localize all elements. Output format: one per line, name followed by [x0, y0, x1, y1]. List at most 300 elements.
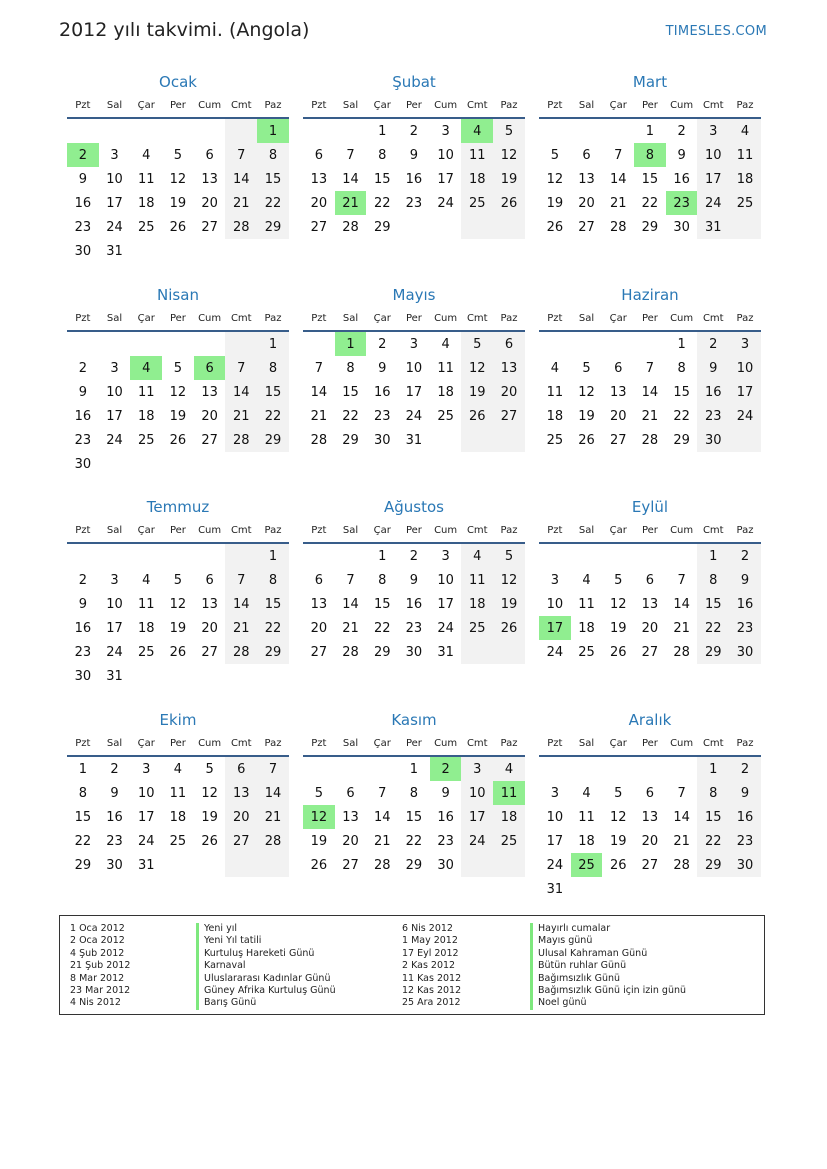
day-cell: 5 — [173, 147, 183, 163]
day-cell: 2 — [78, 572, 87, 588]
day-cell: 5 — [461, 332, 493, 356]
day-cell: 21 — [673, 833, 690, 849]
page-title: 2012 yılı takvimi. (Angola) — [59, 19, 310, 41]
day-cell: 24 — [106, 432, 123, 448]
day-cell: 12 — [169, 384, 187, 400]
empty-cell — [162, 544, 194, 568]
month-name: Ağustos — [384, 498, 444, 516]
day-cell: 3 — [110, 360, 119, 376]
day-cell: 20 — [493, 380, 525, 404]
day-cell: 14 — [342, 596, 359, 612]
day-cell: 19 — [493, 167, 525, 191]
day-cell: 13 — [201, 596, 218, 612]
empty-cell — [99, 332, 131, 356]
empty-cell — [493, 428, 525, 452]
day-cell: 28 — [225, 215, 257, 239]
day-cell: 9 — [78, 384, 87, 400]
day-cell: 12 — [169, 171, 187, 187]
day-cell: 17 — [106, 195, 123, 211]
empty-cell — [539, 332, 571, 356]
day-cell: 18 — [493, 805, 525, 829]
day-cell: 9 — [441, 785, 450, 801]
holiday-legend — [59, 915, 765, 1015]
month-block — [303, 284, 525, 452]
weekday-label: Cum — [670, 99, 694, 111]
day-cell: 22 — [697, 829, 729, 853]
day-cell: 5 — [493, 544, 525, 568]
day-cell: 27 — [201, 219, 218, 235]
day-cell: 10 — [546, 596, 564, 612]
day-cell: 29 — [257, 428, 289, 452]
day-cell: 20 — [641, 620, 659, 636]
weekday-label: Cum — [198, 524, 222, 536]
empty-cell — [366, 757, 398, 781]
empty-cell — [194, 544, 226, 568]
empty-cell — [99, 119, 131, 143]
weekday-label: Cmt — [466, 312, 488, 324]
empty-cell — [335, 757, 367, 781]
month-name: Şubat — [392, 73, 436, 91]
legend-entry: Karnaval — [196, 960, 336, 972]
day-cell: 26 — [609, 644, 627, 660]
day-cell: 5 — [614, 572, 623, 588]
weekday-label: Cmt — [466, 99, 488, 111]
day-cell: 8 — [346, 360, 355, 376]
day-cell: 19 — [493, 592, 525, 616]
day-cell: 23 — [373, 408, 391, 424]
weekday-label: Per — [641, 524, 658, 536]
empty-cell — [461, 428, 493, 452]
day-cell: 9 — [78, 596, 87, 612]
day-cell: 15 — [373, 171, 391, 187]
day-cell: 22 — [257, 191, 289, 215]
weekday-label: Cmt — [466, 524, 488, 536]
weekday-label: Sal — [106, 99, 123, 111]
weekday-label: Cum — [434, 737, 458, 749]
day-cell: 18 — [546, 408, 564, 424]
day-cell: 23 — [106, 833, 123, 849]
day-cell: 18 — [137, 620, 155, 636]
day-cell: 6 — [346, 785, 355, 801]
weekday-label: Sal — [106, 524, 123, 536]
day-cell: 4 — [582, 572, 591, 588]
legend-entry: 4 Nis 2012 — [70, 997, 121, 1009]
day-cell: 8 — [697, 781, 729, 805]
day-cell: 6 — [314, 147, 323, 163]
day-cell: 26 — [609, 857, 627, 873]
empty-cell — [666, 757, 698, 781]
weekday-header — [303, 306, 525, 332]
day-cell: 25 — [493, 829, 525, 853]
day-cell: 7 — [314, 360, 323, 376]
weekday-label: Per — [405, 99, 422, 111]
weekday-label: Pzt — [547, 737, 563, 749]
legend-entry: 6 Nis 2012 — [402, 923, 453, 934]
empty-cell — [493, 640, 525, 664]
day-cell: 10 — [106, 596, 123, 612]
day-cell: 13 — [310, 596, 328, 612]
day-cell: 4 — [173, 761, 183, 777]
weekday-label: Per — [169, 312, 186, 324]
day-cell: 17 — [437, 596, 454, 612]
day-cell: 23 — [729, 616, 761, 640]
day-cell: 16 — [405, 171, 423, 187]
day-cell: 30 — [74, 668, 92, 684]
day-cell: 23 — [405, 195, 423, 211]
day-cell: 21 — [335, 191, 367, 215]
empty-cell — [539, 544, 571, 568]
day-cell: 28 — [641, 432, 659, 448]
legend-entry: 23 Mar 2012 — [70, 984, 131, 996]
month-block — [539, 496, 761, 664]
day-cell: 27 — [342, 857, 359, 873]
day-grid — [67, 332, 289, 476]
day-cell: 25 — [137, 432, 155, 448]
legend-dates-right — [402, 923, 461, 1010]
weekday-label: Paz — [736, 99, 754, 111]
day-cell: 25 — [461, 191, 493, 215]
day-cell: 7 — [225, 568, 257, 592]
weekday-label: Pzt — [75, 99, 91, 111]
day-cell: 12 — [461, 356, 493, 380]
day-cell: 17 — [461, 805, 493, 829]
day-cell: 27 — [201, 432, 218, 448]
month-name: Mart — [632, 73, 668, 91]
month-block — [67, 71, 289, 263]
day-cell: 4 — [130, 356, 162, 380]
day-cell: 11 — [546, 384, 564, 400]
empty-cell — [130, 239, 162, 263]
weekday-label: Pzt — [75, 737, 91, 749]
empty-cell — [493, 215, 525, 239]
day-cell: 6 — [205, 572, 214, 588]
day-cell: 19 — [578, 408, 595, 424]
weekday-label: Çar — [137, 99, 155, 111]
day-cell: 15 — [641, 171, 659, 187]
day-cell: 17 — [697, 167, 729, 191]
day-cell: 4 — [493, 757, 525, 781]
day-cell: 3 — [441, 123, 450, 139]
legend-entry: 21 Şub 2012 — [70, 960, 131, 972]
weekday-label: Çar — [609, 737, 627, 749]
day-cell: 24 — [106, 219, 123, 235]
day-cell: 28 — [673, 857, 690, 873]
month-name: Mayıs — [392, 286, 436, 304]
legend-entry: Mayıs günü — [530, 935, 686, 947]
day-cell: 4 — [582, 785, 591, 801]
day-cell: 6 — [582, 147, 591, 163]
day-cell: 6 — [493, 332, 525, 356]
day-cell: 31 — [137, 857, 155, 873]
day-cell: 28 — [609, 219, 627, 235]
day-cell: 14 — [673, 809, 690, 825]
empty-cell — [602, 119, 634, 143]
weekday-label: Pzt — [75, 312, 91, 324]
day-cell: 3 — [550, 785, 559, 801]
day-cell: 4 — [142, 572, 151, 588]
weekday-label: Pzt — [311, 312, 327, 324]
day-cell: 25 — [571, 853, 603, 877]
empty-cell — [67, 332, 99, 356]
empty-cell — [130, 332, 162, 356]
day-cell: 14 — [641, 384, 659, 400]
day-cell: 29 — [257, 215, 289, 239]
day-cell: 5 — [205, 761, 214, 777]
day-cell: 7 — [225, 356, 257, 380]
day-cell: 7 — [225, 143, 257, 167]
day-cell: 5 — [550, 147, 559, 163]
day-cell: 10 — [697, 143, 729, 167]
day-cell: 25 — [546, 432, 564, 448]
empty-cell — [303, 119, 335, 143]
day-cell: 24 — [437, 620, 454, 636]
month-name: Nisan — [157, 286, 199, 304]
day-cell: 9 — [409, 572, 419, 588]
day-cell: 11 — [493, 781, 525, 805]
weekday-label: Pzt — [547, 524, 563, 536]
legend-entry: 1 May 2012 — [402, 935, 458, 947]
day-cell: 21 — [641, 408, 659, 424]
empty-cell — [225, 239, 257, 263]
day-cell: 11 — [137, 384, 155, 400]
weekday-label: Per — [169, 737, 186, 749]
day-grid — [303, 119, 525, 239]
empty-cell — [493, 853, 525, 877]
day-cell: 1 — [697, 757, 729, 781]
empty-cell — [67, 544, 99, 568]
day-cell: 19 — [201, 809, 218, 825]
weekday-label: Çar — [373, 737, 391, 749]
empty-cell — [571, 332, 603, 356]
brand-link[interactable]: TIMESLES.COM — [665, 24, 767, 39]
day-cell: 11 — [137, 171, 155, 187]
day-cell: 19 — [169, 195, 187, 211]
legend-entry: Bağımsızlık Günü için izin günü — [530, 985, 686, 997]
day-cell: 3 — [441, 548, 450, 564]
day-cell: 6 — [314, 572, 323, 588]
day-cell: 9 — [677, 147, 686, 163]
day-cell: 7 — [346, 572, 355, 588]
day-cell: 1 — [645, 123, 655, 139]
day-cell: 23 — [74, 219, 92, 235]
weekday-label: Cum — [198, 312, 222, 324]
weekday-label: Sal — [342, 99, 359, 111]
empty-cell — [666, 544, 698, 568]
day-cell: 21 — [225, 191, 257, 215]
day-cell: 13 — [201, 384, 218, 400]
day-cell: 20 — [201, 408, 218, 424]
day-cell: 20 — [578, 195, 595, 211]
empty-cell — [130, 452, 162, 476]
legend-entry: 2 Oca 2012 — [70, 935, 125, 947]
day-cell: 28 — [257, 829, 289, 853]
day-cell: 14 — [225, 592, 257, 616]
day-cell: 13 — [609, 384, 627, 400]
day-cell: 22 — [673, 408, 690, 424]
weekday-label: Cum — [434, 312, 458, 324]
day-cell: 5 — [614, 785, 623, 801]
day-cell: 25 — [461, 616, 493, 640]
month-block — [539, 71, 761, 239]
empty-cell — [194, 664, 226, 688]
weekday-label: Paz — [500, 524, 518, 536]
legend-dates-left — [70, 923, 130, 1010]
day-cell: 16 — [673, 171, 690, 187]
legend-entry: 17 Eyl 2012 — [402, 947, 459, 959]
day-cell: 13 — [201, 171, 218, 187]
weekday-label: Per — [405, 737, 422, 749]
day-cell: 23 — [697, 404, 729, 428]
day-cell: 27 — [201, 644, 218, 660]
day-cell: 15 — [257, 592, 289, 616]
day-cell: 12 — [609, 809, 627, 825]
day-cell: 9 — [729, 781, 761, 805]
empty-cell — [398, 215, 430, 239]
empty-cell — [257, 664, 289, 688]
day-cell: 13 — [310, 171, 328, 187]
weekday-label: Çar — [137, 737, 155, 749]
legend-entry: 25 Ara 2012 — [402, 997, 461, 1009]
day-cell: 1 — [677, 336, 686, 352]
day-cell: 30 — [729, 640, 761, 664]
day-cell: 17 — [539, 616, 571, 640]
day-cell: 16 — [373, 384, 391, 400]
day-cell: 21 — [310, 408, 328, 424]
day-cell: 23 — [74, 644, 92, 660]
day-cell: 5 — [173, 572, 183, 588]
day-cell: 22 — [74, 833, 92, 849]
day-cell: 17 — [437, 171, 454, 187]
day-cell: 24 — [405, 408, 423, 424]
day-cell: 21 — [609, 195, 627, 211]
weekday-header — [67, 731, 289, 757]
weekday-label: Sal — [106, 737, 123, 749]
weekday-label: Cum — [198, 737, 222, 749]
empty-cell — [130, 544, 162, 568]
empty-cell — [225, 664, 257, 688]
day-cell: 27 — [641, 644, 659, 660]
day-cell: 22 — [405, 833, 423, 849]
empty-cell — [729, 428, 761, 452]
empty-cell — [461, 640, 493, 664]
day-cell: 30 — [405, 644, 423, 660]
weekday-header — [539, 518, 761, 544]
empty-cell — [67, 119, 99, 143]
day-cell: 27 — [609, 432, 627, 448]
weekday-label: Çar — [609, 524, 627, 536]
weekday-label: Cmt — [230, 312, 252, 324]
day-cell: 25 — [137, 219, 155, 235]
day-cell: 29 — [405, 857, 423, 873]
day-cell: 5 — [314, 785, 323, 801]
weekday-label: Sal — [106, 312, 123, 324]
weekday-label: Paz — [500, 312, 518, 324]
empty-cell — [729, 215, 761, 239]
day-cell: 6 — [645, 572, 655, 588]
month-block — [67, 496, 289, 688]
day-cell: 14 — [609, 171, 627, 187]
day-cell: 31 — [405, 432, 423, 448]
day-cell: 18 — [461, 592, 493, 616]
legend-entry: Yeni Yıl tatili — [196, 935, 336, 947]
day-cell: 31 — [546, 881, 564, 897]
day-cell: 28 — [310, 432, 328, 448]
day-cell: 30 — [729, 853, 761, 877]
weekday-header — [539, 306, 761, 332]
empty-cell — [162, 119, 194, 143]
weekday-label: Cmt — [702, 737, 724, 749]
day-cell: 9 — [409, 147, 419, 163]
day-cell: 28 — [673, 644, 690, 660]
day-cell: 30 — [106, 857, 123, 873]
day-cell: 26 — [461, 404, 493, 428]
day-cell: 13 — [225, 781, 257, 805]
day-grid — [67, 544, 289, 688]
month-name: Temmuz — [146, 498, 210, 516]
month-block — [67, 709, 289, 877]
empty-cell — [257, 853, 289, 877]
month-block — [303, 496, 525, 664]
day-cell: 25 — [437, 408, 454, 424]
day-cell: 24 — [697, 191, 729, 215]
day-cell: 18 — [137, 195, 155, 211]
day-cell: 16 — [437, 809, 454, 825]
weekday-header — [67, 518, 289, 544]
day-cell: 11 — [461, 143, 493, 167]
day-cell: 22 — [697, 616, 729, 640]
day-cell: 24 — [461, 829, 493, 853]
day-cell: 15 — [697, 592, 729, 616]
day-cell: 4 — [142, 147, 151, 163]
day-cell: 10 — [437, 147, 454, 163]
empty-cell — [162, 664, 194, 688]
day-cell: 10 — [546, 809, 564, 825]
day-cell: 24 — [729, 404, 761, 428]
day-cell: 6 — [194, 356, 226, 380]
day-cell: 27 — [310, 644, 328, 660]
day-cell: 12 — [578, 384, 595, 400]
weekday-label: Cum — [670, 524, 694, 536]
empty-cell — [461, 215, 493, 239]
weekday-label: Per — [641, 312, 658, 324]
day-cell: 2 — [78, 360, 87, 376]
weekday-label: Paz — [264, 737, 282, 749]
day-cell: 2 — [409, 123, 419, 139]
day-cell: 3 — [409, 336, 419, 352]
day-cell: 29 — [697, 640, 729, 664]
weekday-label: Cmt — [230, 524, 252, 536]
day-cell: 15 — [673, 384, 690, 400]
empty-cell — [634, 757, 666, 781]
day-cell: 21 — [225, 616, 257, 640]
empty-cell — [225, 544, 257, 568]
day-cell: 19 — [461, 380, 493, 404]
day-cell: 12 — [201, 785, 218, 801]
day-cell: 18 — [169, 809, 187, 825]
day-grid — [539, 332, 761, 452]
empty-cell — [697, 877, 729, 901]
day-cell: 19 — [169, 620, 187, 636]
weekday-label: Sal — [342, 737, 359, 749]
day-cell: 18 — [137, 408, 155, 424]
day-cell: 16 — [74, 195, 92, 211]
empty-cell — [634, 544, 666, 568]
day-grid — [303, 332, 525, 452]
legend-entry: Noel günü — [530, 997, 686, 1009]
empty-cell — [194, 239, 226, 263]
day-cell: 18 — [578, 833, 595, 849]
weekday-header — [303, 518, 525, 544]
